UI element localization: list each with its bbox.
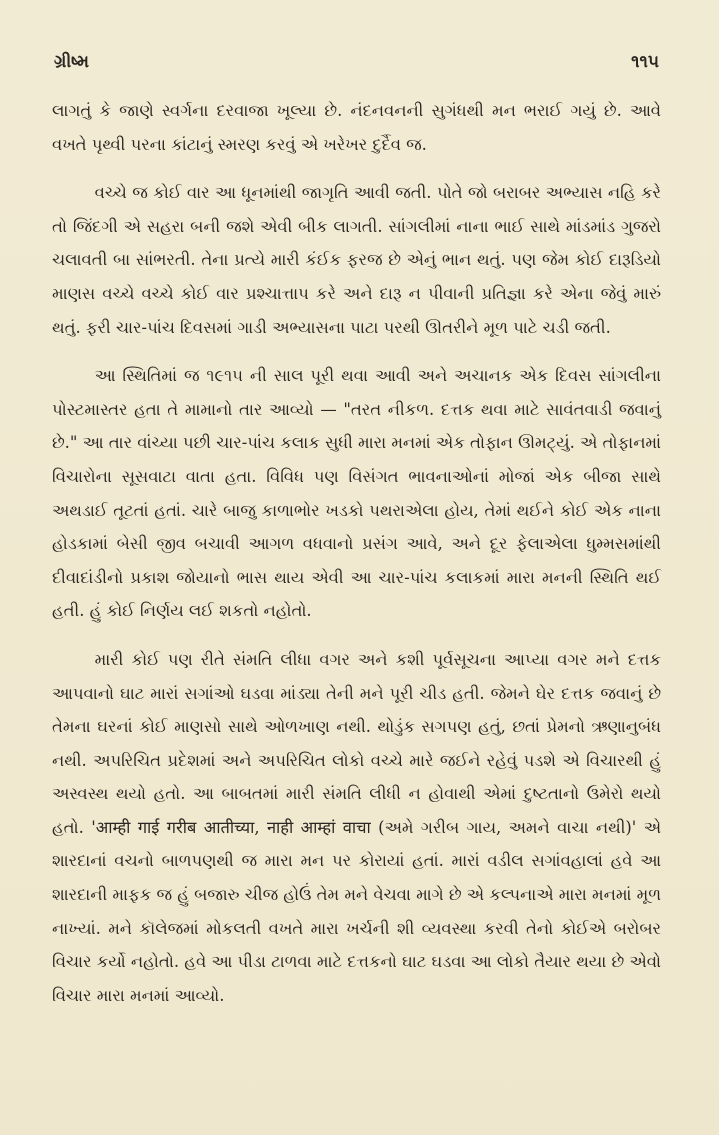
- paragraph: આ સ્થિતિમાં જ ૧૯૧૫ ની સાલ પૂરી થવા આવી અને અચાનક એક દિવસ સાંગલીના પોસ્ટમાસ્તર હતા તે મામાનો તાર આવ્યો — "તરત નીકળ. દત્તક થવા માટે સાવંતવાડી જવાનું છે." આ તાર વાંચ્યા પછી ચાર-પાંચ કલાક સુધી મારા મનમાં એક તોફાન ઊમટ્યું. એ તોફાનમાં વિચારોના સૂસવાટા વાતા હતા. વિવિધ પણ વિસંગત ભાવનાઓનાં મોજાં એક બીજા સાથે અથડાઈ તૂટતાં હતાં. ચારે બાજુ કાળાભોર ખડકો પથરાએલા હોય, તેમાં થઈને કોઈ એક નાના હોડકામાં બેસી જીવ બચાવી આગળ વધવાનો પ્રસંગ આવે, અને દૂર ફેલાએલા ધુમ્મસમાંથી દીવાદાંડીનો પ્રકાશ જોયાનો ભાસ થાય એવી આ ચાર-પાંચ કલાકમાં મારા મનની સ્થિતિ થઈ હતી. હું કોઈ નિર્ણય લઈ શકતો નહોતો.: [52, 366, 661, 621]
- paragraph: મારી કોઈ પણ રીતે સંમતિ લીધા વગર અને કશી પૂર્વસૂચના આપ્યા વગર મને દત્તક આપવાનો ઘાટ મારાં સગાંઓ ઘડવા માંડ્યા તેની મને પૂરી ચીડ હતી. જેમને ઘેર દત્તક જવાનું છે તેમના ઘરનાં કોઈ માણસો સાથે ઓળખાણ નથી. થોડુંક સગપણ હતું, છતાં પ્રેમનો ઋણાનુબંધ નથી. અપરિચિત પ્રદેશમાં અને અપરિચિત લોકો વચ્ચે મારે જઈને રહેવું પડશે એ વિચારથી હું અસ્વસ્થ થયો હતો. આ બાબતમાં મારી સંમતિ લીધી ન હોવાથી એમાં દુષ્ટતાનો ઉમેરો થયો હતો. 'आम्ही गाई गरीब आतीच्या, नाही आम्हां वाचा (અમે ગરીબ ગાય, અમને વાચા નથી)' એ શારદાનાં વચનો બાળપણથી જ મારા મન પર કોરાયાં હતાં. મારાં વડીલ સગાંવહાલાં હવે આ શારદાની માફક જ હું બજારુ ચીજ હોઉં તેમ મને વેચવા માગે છે એ કલ્પનાએ મારા મનમાં મૂળ નાખ્યાં. મને કૉલેજમાં મોકલતી વખતે મારા ખર્ચની શી વ્યવસ્થા કરવી તેનો કોઈએ બરોબર વિચાર કર્યો નહોતો. હવે આ પીડા ટાળવા માટે દત્તકનો ઘાટ ઘડવા આ લોકો તૈયાર થયા છે એવો વિચાર મારા મનમાં આવ્યો.: [52, 649, 661, 1005]
- paragraph: વચ્ચે જ કોઈ વાર આ ધૂનમાંથી જાગૃતિ આવી જતી. પોતે જો બરાબર અભ્યાસ નહિ કરે તો જિંદગી એ સહરા બની જશે એવી બીક લાગતી. સાંગલીમાં નાના ભાઈ સાથે માંડમાંડ ગુજરો ચલાવતી બા સાંભરતી. તેના પ્રત્યે મારી કંઈક ફરજ છે એનું ભાન થતું. પણ જેમ કોઈ દારૂડિયો માણસ વચ્ચે વચ્ચે કોઈ વાર પ્રશ્ચાત્તાપ કરે અને દારૂ ન પીવાની પ્રતિજ્ઞા કરે એના જેવું મારું થતું. ફરી ચાર-પાંચ દિવસમાં ગાડી અભ્યાસના પાટા પરથી ઊતરીને મૂળ પાટે ચડી જતી.: [52, 183, 661, 337]
- chapter-title: ગ્રીષ્મ: [54, 52, 90, 72]
- running-header: [52, 52, 661, 72]
- paragraph-continuation: લાગતું કે જાણે સ્વર્ગના દરવાજા ખૂલ્યા છે. નંદનવનની સુગંધથી મન ભરાઈ ગયું છે. આવે વખતે પૃથ્વી પરના કાંટાનું સ્મરણ કરવું એ ખરેખર દુર્દૈવ જ.: [52, 101, 661, 154]
- page-number: ૧૧૫: [631, 52, 659, 72]
